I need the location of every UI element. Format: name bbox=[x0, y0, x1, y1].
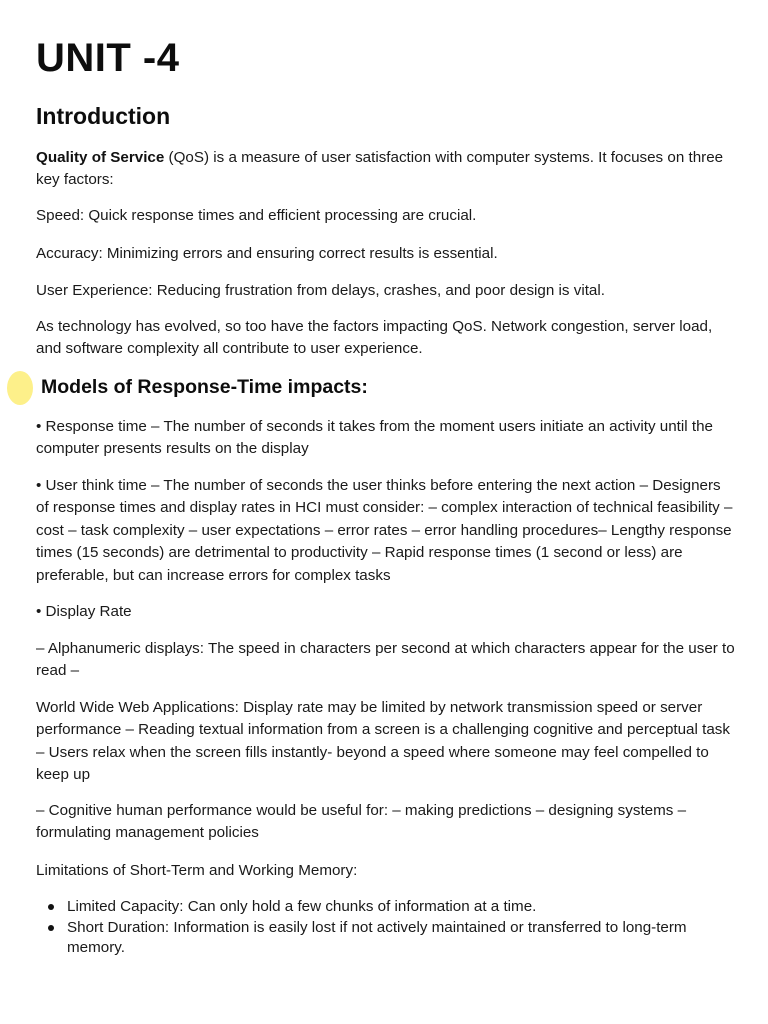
limitations-heading: Limitations of Short-Term and Working Memory: bbox=[36, 862, 358, 879]
highlight-marker bbox=[7, 371, 33, 405]
www-applications-paragraph: World Wide Web Applications: Display rate may be limited by network transmission speed or server performance – Reading textual information from a screen is a challenging cognitive and perceptual task – Users relax when the screen fills instantly- beyond a speed where someone may feel compelled to keep up bbox=[36, 699, 730, 784]
display-rate-paragraph: • Display Rate bbox=[36, 603, 132, 620]
cognitive-performance-paragraph: – Cognitive human performance would be useful for: – making predictions – designing systems – formulating management policies bbox=[36, 802, 687, 842]
factor-user-experience: User Experience: Reducing frustration from delays, crashes, and poor design is vital. bbox=[36, 282, 605, 299]
user-think-time-paragraph: • User think time – The number of seconds the user thinks before entering the next action – Designers of response times and display rates in HCI must consider: – complex interaction of technical feasibility – cost – task complexity – user expectations – error rates – error handling procedures– Lengthy response times (15 seconds) are detrimental to productivity – Rapid response times (1 second or less) are preferable, but can increase errors for complex tasks bbox=[36, 477, 733, 584]
list-item-text: Short Duration: Information is easily lost if not actively maintained or transferred to long-term memory. bbox=[67, 918, 687, 956]
unit-title: UNIT -4 bbox=[36, 36, 180, 80]
qos-paragraph bbox=[36, 147, 736, 192]
factor-speed: Speed: Quick response times and efficient processing are crucial. bbox=[36, 207, 477, 224]
qos-definition: (QoS) is a measure of user satisfaction with computer systems. It focuses on three key factors: bbox=[36, 149, 724, 189]
factor-accuracy: Accuracy: Minimizing errors and ensuring correct results is essential. bbox=[36, 245, 498, 262]
list-item-text: Limited Capacity: Can only hold a few chunks of information at a time. bbox=[67, 898, 537, 915]
introduction-heading: Introduction bbox=[36, 103, 171, 129]
models-heading: Models of Response-Time impacts: bbox=[41, 376, 368, 398]
list-item bbox=[36, 897, 736, 918]
list-item bbox=[36, 918, 736, 959]
bullet-dot-icon bbox=[48, 925, 54, 931]
response-time-paragraph: • Response time – The number of seconds it takes from the moment users initiate an activity until the computer presents results on the display bbox=[36, 418, 713, 458]
bullet-dot-icon bbox=[48, 904, 54, 910]
technology-paragraph: As technology has evolved, so too have the factors impacting QoS. Network congestion, server load, and software complexity all contribute to user experience. bbox=[36, 318, 713, 358]
limitations-list bbox=[36, 897, 736, 959]
alphanumeric-paragraph: – Alphanumeric displays: The speed in characters per second at which characters appear for the user to read – bbox=[36, 640, 735, 680]
qos-term: Quality of Service bbox=[36, 149, 165, 166]
